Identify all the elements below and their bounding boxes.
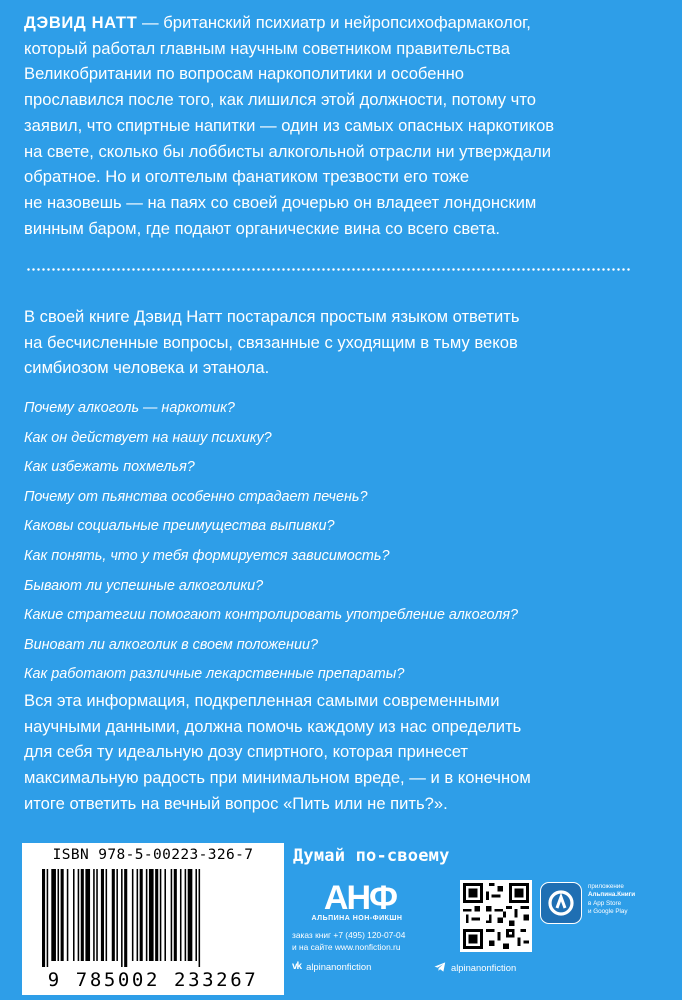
bio-line <box>24 10 664 36</box>
app-line: и Google Play <box>588 908 628 916</box>
question-list <box>24 394 664 690</box>
ean-digits: 9 785002 233267 <box>47 969 259 991</box>
barcode-bar <box>61 869 64 961</box>
barcode-bar <box>67 869 69 961</box>
author-bio <box>24 10 664 241</box>
question-item: Как понять, что у тебя формируется зависимость? <box>24 547 390 564</box>
order-website[interactable]: и на сайте www.nonfiction.ru <box>292 942 401 952</box>
app-store-info <box>588 883 668 917</box>
bio-line-text: — британский психиатр и нейропсихофармаколог, <box>137 13 531 32</box>
question-item: Как избежать похмелья? <box>24 459 195 476</box>
publisher-logo-icon <box>300 879 420 913</box>
outro-line: научными данными, должна помочь каждому из нас определить <box>24 716 522 736</box>
order-contacts <box>292 929 405 953</box>
app-logo-icon <box>541 883 581 923</box>
barcode-bar <box>174 869 177 961</box>
question-item: Как он действует на нашу психику? <box>24 429 272 446</box>
barcode-bar <box>116 869 118 961</box>
publisher-name: АЛЬПИНА НОН-ФИКШН <box>311 915 403 922</box>
order-phone: заказ книг +7 (495) 120-07-04 <box>292 930 406 940</box>
barcode-bar <box>171 869 173 961</box>
barcode-bar <box>81 869 84 961</box>
app-line: в App Store <box>588 899 622 907</box>
barcode-bar <box>188 869 193 961</box>
outro-line: максимальную радость при минимальном вреде, — и в конечном <box>24 768 531 788</box>
app-line: приложение <box>588 883 624 890</box>
logo-text: АНФ <box>323 879 397 913</box>
barcode-bar <box>149 869 154 961</box>
barcode-panel <box>22 843 284 995</box>
barcode-bar <box>160 869 162 961</box>
telegram-icon <box>434 961 446 973</box>
question-item: Как работают различные лекарственные препараты? <box>24 666 405 683</box>
barcode-bar <box>146 869 148 961</box>
barcode-bar <box>106 869 108 961</box>
barcode-bar <box>96 869 98 961</box>
barcode-bar <box>42 869 45 967</box>
bio-line: который работал главным научным советником правительства <box>24 38 510 58</box>
question-item: Каковы социальные преимущества выпивки? <box>24 518 335 535</box>
question-item: Виноват ли алкоголик в своем положении? <box>24 636 318 653</box>
barcode-bar <box>112 869 115 961</box>
question-item: Бывают ли успешные алкоголики? <box>24 577 264 594</box>
app-name: Альпина.Книги <box>588 891 636 899</box>
bio-line: на свете, сколько бы лоббисты алкогольной отрасли ни утверждали <box>24 141 552 161</box>
question-item: Почему алкоголь — наркотик? <box>24 400 235 416</box>
barcode-bar <box>164 869 166 961</box>
barcode-bar <box>93 869 95 961</box>
barcode-bar <box>185 869 187 961</box>
dotted-divider <box>26 268 630 271</box>
bio-line: прославился после того, как лишился этой должности, потому что <box>24 90 536 110</box>
barcode-bar <box>47 869 49 967</box>
bio-line: обратное. Но и оголтелым фанатиком трезвости его тоже <box>24 167 470 187</box>
bio-line: не назовешь — на паях со своей дочерью он владеет лондонским <box>24 192 537 212</box>
barcode-bar <box>140 869 143 961</box>
telegram-link[interactable] <box>434 961 516 973</box>
intro-line: В своей книге Дэвид Натт постарался простым языком ответить <box>24 307 520 326</box>
outro-line: итоге ответить на вечный вопрос «Пить или не пить?». <box>24 793 448 813</box>
outro-line: для себя ту идеальную дозу спиртного, которая принесет <box>24 742 469 762</box>
closing-paragraph <box>24 688 664 817</box>
app-icon[interactable] <box>540 882 582 924</box>
bio-line: Великобритании по вопросам наркополитики и особенно <box>24 64 465 84</box>
telegram-handle: alpinanonfiction <box>451 961 517 973</box>
barcode-bar <box>195 869 197 961</box>
barcode-bar <box>137 869 139 961</box>
publisher-slogan: Думай по-своему <box>293 846 450 866</box>
bio-line: винным баром, где подают органические вина со всего света. <box>24 218 500 238</box>
barcode-bar <box>73 869 75 961</box>
vk-icon: vk <box>292 961 302 972</box>
intro-line: на бесчисленные вопросы, связанные с уходящим в тьму веков <box>24 332 518 352</box>
barcode-bar <box>101 869 104 961</box>
intro-line: симбиозом человека и этанола. <box>24 358 270 378</box>
outro-line: Вся эта информация, подкрепленная самыми современными <box>24 691 500 710</box>
barcode-bar <box>180 869 182 961</box>
question-item: Почему от пьянства особенно страдает печень? <box>24 488 368 505</box>
barcode-bar <box>51 869 56 961</box>
vk-link[interactable] <box>292 961 371 972</box>
author-name: ДЭВИД НАТТ <box>24 13 138 32</box>
vk-handle: alpinanonfiction <box>306 961 372 972</box>
barcode-icon <box>40 869 266 967</box>
barcode-bar <box>199 869 201 967</box>
isbn-label: ISBN 978-5-00223-326-7 <box>52 847 254 863</box>
qr-code-icon[interactable] <box>460 880 532 952</box>
question-item: Какие стратегии помогают контролировать употребление алкоголя? <box>24 607 519 624</box>
barcode-bar <box>78 869 80 961</box>
bio-line: заявил, что спиртные напитки — один из самых опасных наркотиков <box>24 115 555 135</box>
barcode-bar <box>132 869 134 961</box>
barcode-bar <box>58 869 60 961</box>
barcode-bar <box>124 869 127 967</box>
barcode-bar <box>155 869 158 961</box>
barcode-bar <box>85 869 90 961</box>
intro-paragraph <box>24 304 664 381</box>
barcode-bar <box>121 869 123 967</box>
